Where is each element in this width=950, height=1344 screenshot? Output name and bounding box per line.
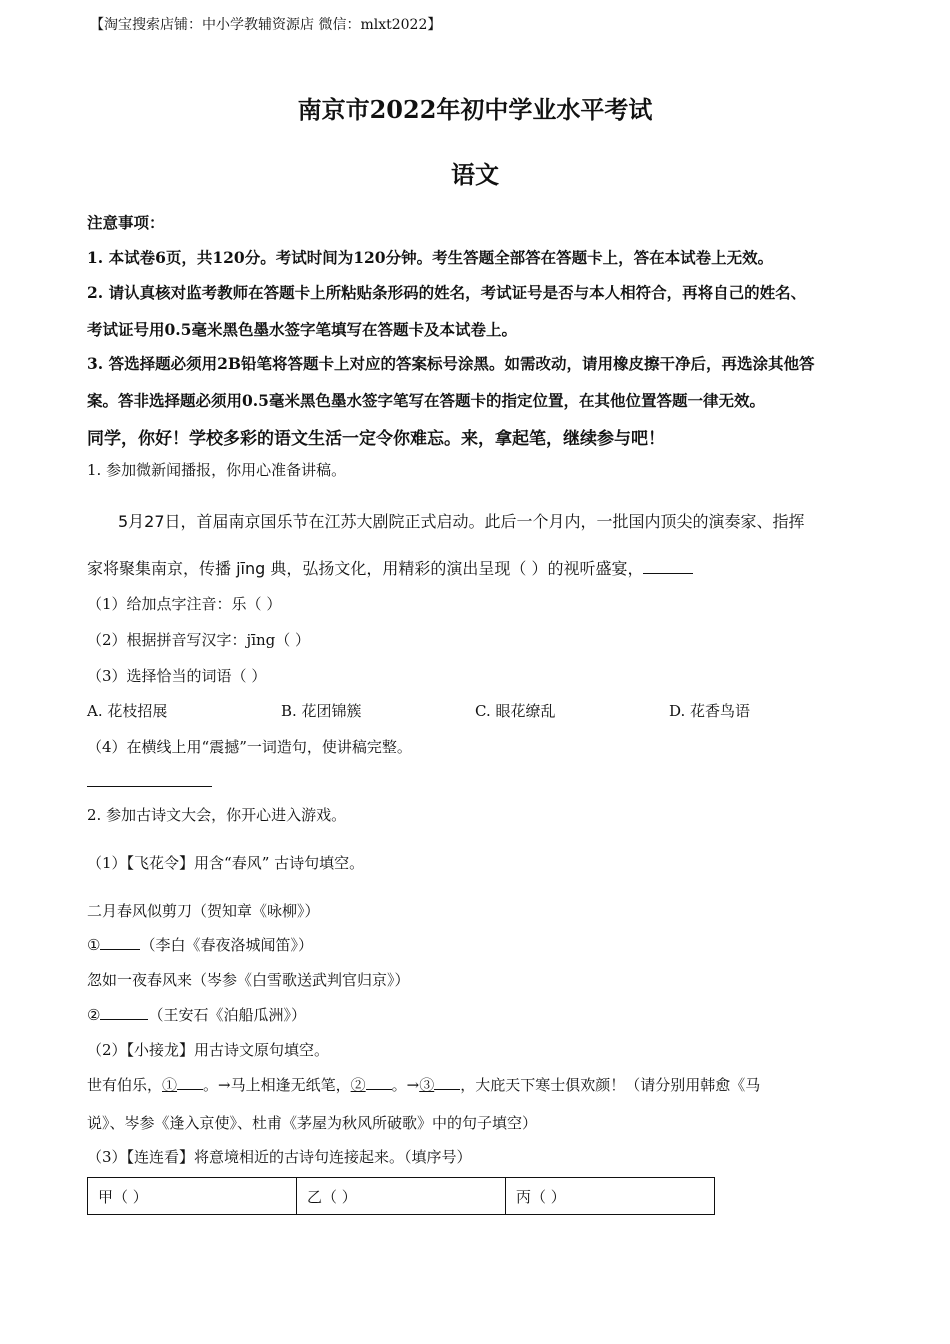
q1-option-d: D. 花香鸟语 [669, 702, 751, 720]
matching-table [87, 1177, 715, 1215]
table-cell-jia: 甲（ ） [88, 1178, 297, 1215]
q2-chain-blank-2-number: ② [350, 1076, 366, 1094]
q2-chain-end: ，大庇天下寒士俱欢颜！（请分别用韩愈《马 [460, 1076, 761, 1094]
table-cell-bing: 丙（ ） [506, 1178, 715, 1215]
table-row [88, 1178, 715, 1215]
q1-passage-line-1: 5月27日，首届南京国乐节在江苏大剧院正式启动。此后一个月内，一批国内顶尖的演奏家、指挥 [118, 512, 805, 531]
answer-blank [643, 557, 693, 574]
q1-option-a: A. 花枝招展 [87, 702, 168, 720]
q1-sub-2: （2）根据拼音写汉字：jīng（ ） [87, 631, 311, 649]
greeting-text: 同学，你好！学校多彩的语文生活一定令你难忘。来，拿起笔，继续参与吧！ [87, 429, 665, 449]
q2-line-d-number: ② [87, 1006, 101, 1024]
q1-option-c: C. 眼花缭乱 [475, 702, 556, 720]
q2-chain-mid-2: 。→ [391, 1076, 420, 1094]
q2-chain-line-1 [87, 1074, 760, 1095]
q1-sub-1: （1）给加点字注音：乐（ ） [87, 595, 282, 613]
answer-blank [366, 1074, 392, 1090]
q1-sub-3: （3）选择恰当的词语（ ） [87, 667, 267, 685]
q2-chain-blank-1-number: ① [162, 1076, 178, 1094]
q1-passage-line-2 [87, 556, 693, 579]
table-cell-yi: 乙（ ） [297, 1178, 506, 1215]
q2-line-d-source: （王安石《泊船瓜洲》） [148, 1006, 306, 1024]
q1-answer-line [87, 786, 212, 787]
notice-item-1: 1. 本试卷6页，共120分。考试时间为120分钟。考生答题全部答在答题卡上，答在本试卷上无效。 [87, 248, 774, 267]
q2-intro: 2. 参加古诗文大会，你开心进入游戏。 [87, 806, 347, 824]
answer-blank [434, 1074, 460, 1090]
q1-passage-line-2-text: 家将聚集南京，传播 jīng 典，弘扬文化，用精彩的演出呈现（ ）的视听盛宴， [87, 559, 644, 578]
q2-chain-start: 世有伯乐， [87, 1076, 163, 1094]
q1-sub-4: （4）在横线上用“震撼”一词造句，使讲稿完整。 [87, 738, 412, 756]
q2-part-1-label: （1）【飞花令】用含“春风” 古诗句填空。 [87, 854, 365, 872]
notice-item-2-line-1: 2. 请认真核对监考教师在答题卡上所粘贴条形码的姓名，考试证号是否与本人相符合，再将自己的姓名、 [87, 283, 807, 302]
answer-blank [177, 1074, 203, 1090]
shop-watermark-text: 【淘宝搜索店铺：中小学教辅资源店 微信：mlxt2022】 [90, 17, 442, 33]
q2-chain-mid-1: 。→马上相逢无纸笔， [203, 1076, 351, 1094]
notice-heading: 注意事项： [87, 213, 165, 232]
exam-subject: 语文 [451, 160, 499, 189]
notice-item-3-line-1: 3. 答选择题必须用2B铅笔将答题卡上对应的答案标号涂黑。如需改动，请用橡皮擦干净后，再选涂其他答 [87, 354, 815, 373]
q2-line-d [87, 1004, 306, 1025]
q2-line-b-source: （李白《春夜洛城闻笛》） [140, 936, 313, 954]
q1-intro: 1. 参加微新闻播报，你用心准备讲稿。 [87, 461, 347, 479]
q2-chain-blank-3-number: ③ [419, 1076, 435, 1094]
q2-line-b [87, 934, 313, 955]
q2-line-a: 二月春风似剪刀（贺知章《咏柳》） [87, 902, 320, 920]
notice-item-3-line-2: 案。答非选择题必须用0.5毫米黑色墨水签字笔写在答题卡的指定位置，在其他位置答题一律无效。 [87, 391, 765, 410]
answer-blank [100, 1004, 148, 1020]
q1-option-b: B. 花团锦簇 [281, 702, 362, 720]
notice-item-2-line-2: 考试证号用0.5毫米黑色墨水签字笔填写在答题卡及本试卷上。 [87, 320, 517, 339]
q2-line-c: 忽如一夜春风来（岑参《白雪歌送武判官归京》） [87, 971, 410, 989]
q2-line-b-number: ① [87, 936, 101, 954]
answer-blank [100, 934, 140, 950]
q2-part-2-label: （2）【小接龙】用古诗文原句填空。 [87, 1041, 330, 1059]
q2-chain-line-2: 说》、岑参《逢入京使》、杜甫《茅屋为秋风所破歌》中的句子填空） [87, 1114, 538, 1132]
q2-part-3-label: （3）【连连看】将意境相近的古诗句连接起来。（填序号） [87, 1148, 472, 1166]
exam-title: 南京市2022年初中学业水平考试 [297, 95, 653, 124]
